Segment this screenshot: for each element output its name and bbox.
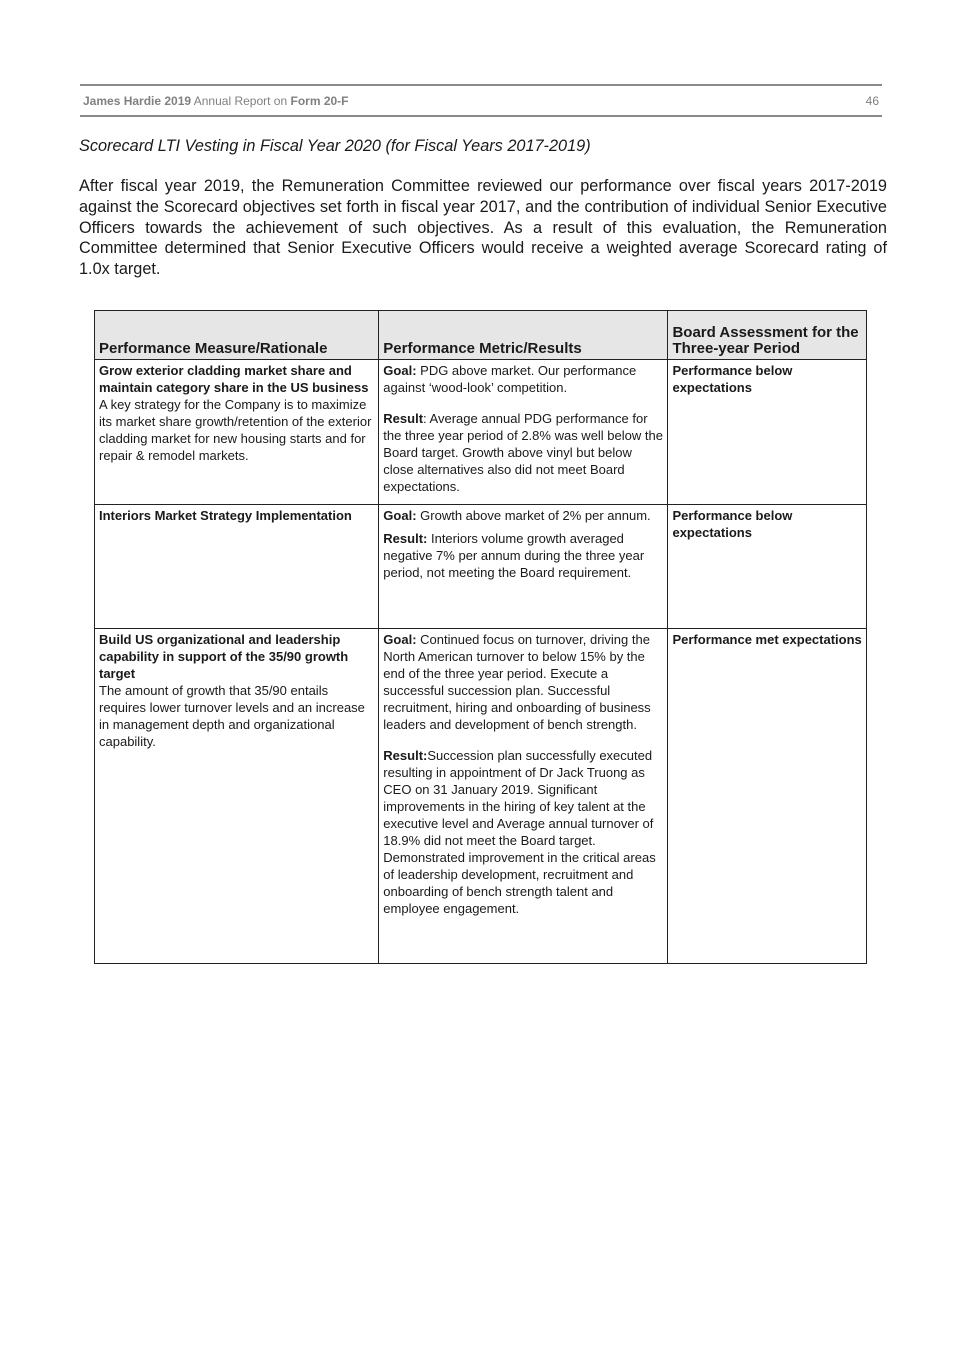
report-text: Annual Report on bbox=[193, 94, 288, 108]
goal-paragraph bbox=[383, 507, 663, 524]
metric-cell bbox=[379, 505, 668, 629]
goal-paragraph bbox=[383, 631, 663, 733]
header-measure: Performance Measure/Rationale bbox=[95, 311, 379, 360]
measure-title: Interiors Market Strategy Implementation bbox=[99, 508, 352, 523]
page-header bbox=[80, 84, 882, 117]
goal-text: Growth above market of 2% per annum. bbox=[416, 508, 651, 523]
header-assessment: Board Assessment for the Three-year Period bbox=[668, 311, 867, 360]
measure-cell bbox=[95, 360, 379, 505]
measure-cell bbox=[95, 629, 379, 964]
report-title bbox=[83, 94, 349, 108]
result-paragraph bbox=[383, 410, 663, 495]
goal-text: Continued focus on turnover, driving the North American turnover to below 15% by the end of the three year period. Execute a successful succession plan. Successful recruitment, hiring and onboarding of business leaders and development of bench strength. bbox=[383, 632, 651, 732]
table-row bbox=[95, 505, 867, 629]
table-row bbox=[95, 629, 867, 964]
goal-label: Goal: bbox=[383, 632, 417, 647]
result-paragraph bbox=[383, 747, 663, 917]
scorecard-table bbox=[94, 310, 867, 964]
result-paragraph bbox=[383, 530, 663, 581]
table-header-row bbox=[95, 311, 867, 360]
result-label: Result: bbox=[383, 748, 428, 763]
metric-cell bbox=[379, 629, 668, 964]
measure-title: Grow exterior cladding market share and maintain category share in the US business bbox=[99, 363, 369, 395]
metric-cell bbox=[379, 360, 668, 505]
result-text: Interiors volume growth averaged negative 7% per annum during the three year period, not meeting the Board requirement. bbox=[383, 531, 645, 580]
measure-text: The amount of growth that 35/90 entails requires lower turnover levels and an increase in management depth and organizational capability. bbox=[99, 683, 365, 749]
section-title: Scorecard LTI Vesting in Fiscal Year 2020 (for Fiscal Years 2017-2019) bbox=[79, 137, 591, 155]
measure-text: A key strategy for the Company is to maximize its market share growth/retention of the exterior cladding market for new housing starts and for repair & remodel markets. bbox=[99, 397, 372, 463]
result-text: : Average annual PDG performance for the three year period of 2.8% was well below the Board target. Growth above vinyl but below close alternatives also did not meet Board expectations. bbox=[383, 411, 663, 494]
goal-paragraph bbox=[383, 362, 663, 396]
assessment-cell: Performance met expectations bbox=[668, 629, 867, 964]
result-label: Result bbox=[383, 411, 424, 426]
form-name: Form 20-F bbox=[290, 94, 349, 108]
header-metric: Performance Metric/Results bbox=[379, 311, 668, 360]
measure-cell bbox=[95, 505, 379, 629]
intro-paragraph: After fiscal year 2019, the Remuneration Committee reviewed our performance over fiscal years 2017-2019 against the Scorecard objectives set forth in fiscal year 2017, and the contribution of individual Senior Executive Officers towards the achievement of such objectives. As a result of this evaluation, the Remuneration Committee determined that Senior Executive Officers would receive a weighted average Scorecard rating of 1.0x target. bbox=[79, 177, 887, 279]
measure-title: Build US organizational and leadership capability in support of the 35/90 growth target bbox=[99, 632, 349, 681]
table-row bbox=[95, 360, 867, 505]
goal-label: Goal: bbox=[383, 363, 417, 378]
assessment-cell: Performance below expectations bbox=[668, 360, 867, 505]
page-number: 46 bbox=[865, 94, 879, 108]
company-name: James Hardie 2019 bbox=[83, 94, 192, 108]
assessment-cell: Performance below expectations bbox=[668, 505, 867, 629]
result-text: Succession plan successfully executed resulting in appointment of Dr Jack Truong as CEO on 31 January 2019. Significant improvements in the hiring of key talent at the executive level and Average annual turnover of 18.9% did not meet the Board target. Demonstrated improvement in the critical areas of leadership development, recruitment and onboarding of bench strength talent and employee engagement. bbox=[383, 748, 656, 916]
goal-text: PDG above market. Our performance against ‘wood-look’ competition. bbox=[383, 363, 637, 395]
goal-label: Goal: bbox=[383, 508, 417, 523]
result-label: Result: bbox=[383, 531, 428, 546]
